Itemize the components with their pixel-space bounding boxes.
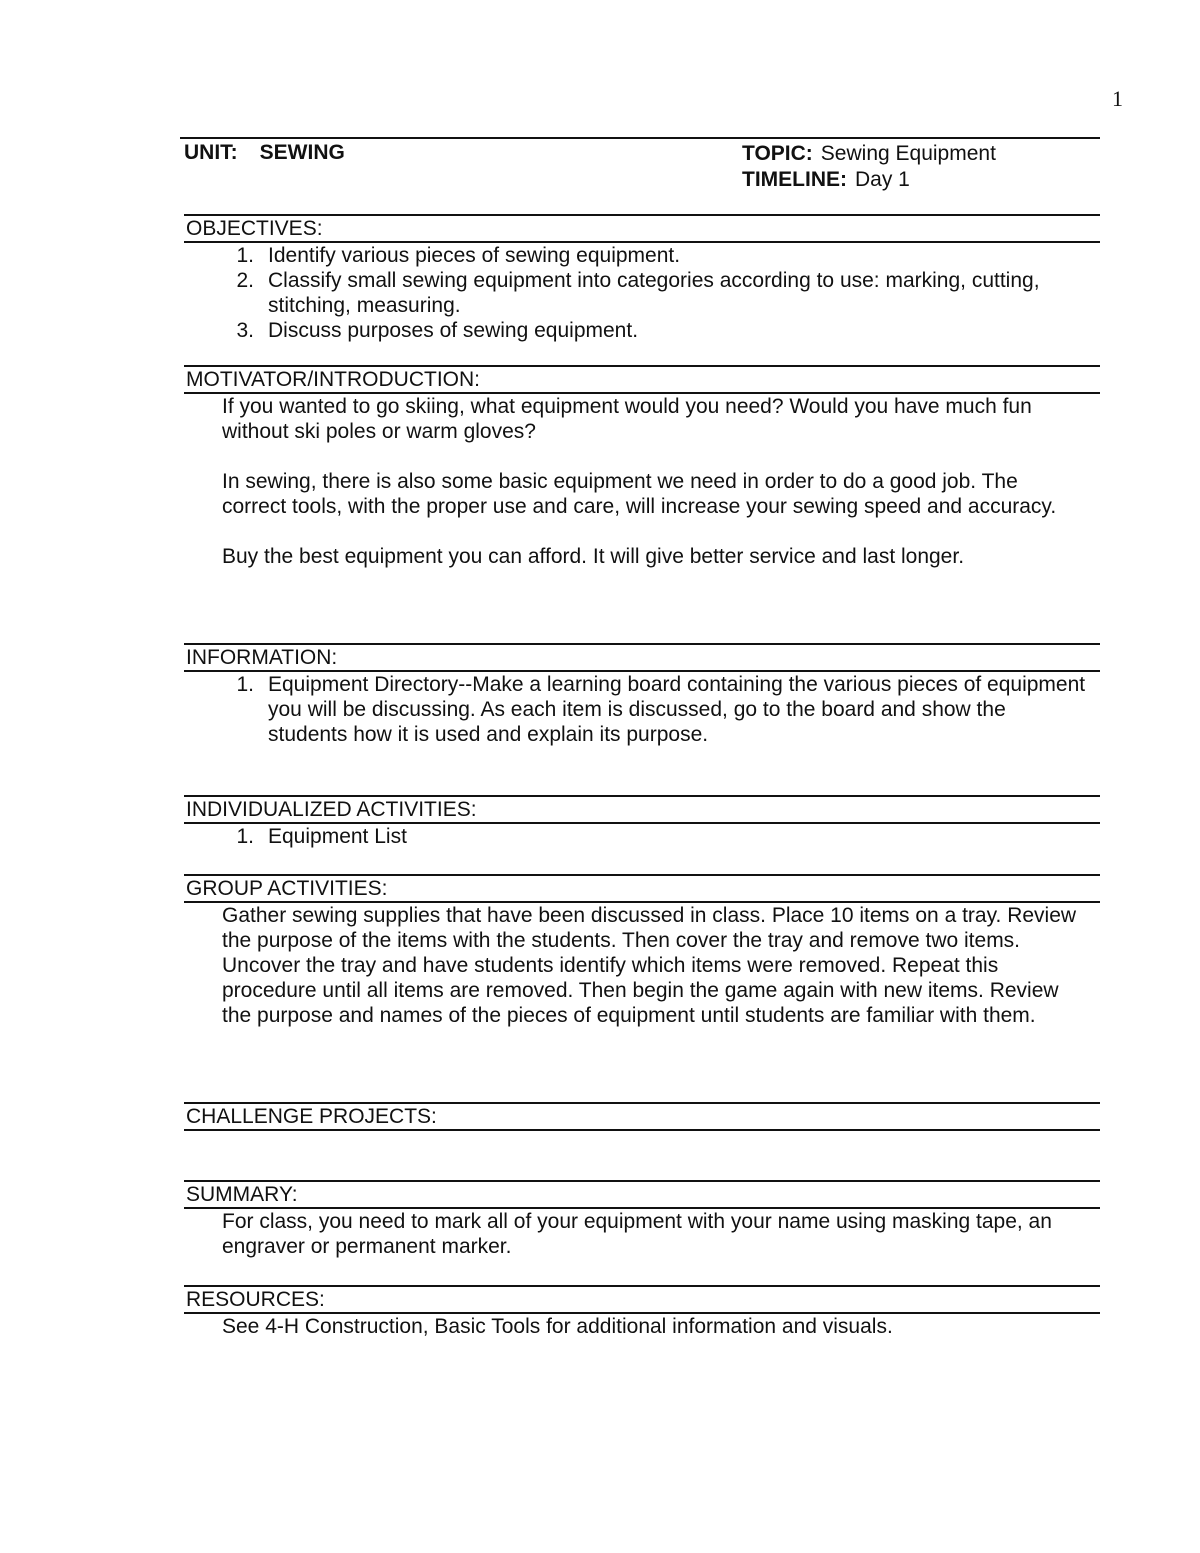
motivator-body — [184, 394, 1100, 569]
section-heading: SUMMARY: — [184, 1180, 1100, 1209]
objective-item — [184, 268, 1100, 318]
topic-label: TOPIC: — [742, 142, 813, 165]
unit-label: UNIT: — [184, 141, 238, 164]
information-section — [184, 643, 1100, 747]
item-text: Equipment Directory--Make a learning board containing the various pieces of equipment you will be discussing. As each item is discussed, go to the board and show the students how it is used and explain its purpose. — [268, 673, 1086, 746]
item-number: 2. — [236, 269, 254, 292]
resources-paragraph: See 4-H Construction, Basic Tools for additional information and visuals. — [222, 1315, 893, 1338]
topic-line — [742, 141, 996, 167]
timeline-line — [742, 167, 996, 193]
item-number: 1. — [236, 825, 254, 848]
information-list — [184, 672, 1100, 747]
section-heading: GROUP ACTIVITIES: — [184, 874, 1100, 903]
motivator-paragraph: If you wanted to go skiing, what equipment would you need? Would you have much fun without ski poles or warm gloves? — [222, 395, 1032, 443]
item-text: Discuss purposes of sewing equipment. — [268, 319, 639, 342]
section-heading: CHALLENGE PROJECTS: — [184, 1102, 1100, 1131]
section-heading: RESOURCES: — [184, 1285, 1100, 1314]
unit-value: SEWING — [259, 141, 345, 164]
lesson-header — [180, 137, 1100, 199]
topic-value: Sewing Equipment — [820, 142, 996, 165]
section-heading: OBJECTIVES: — [184, 214, 1100, 243]
summary-section — [184, 1180, 1100, 1259]
motivator-paragraph: In sewing, there is also some basic equipment we need in order to do a good job. The correct tools, with the proper use and care, will increase your sewing speed and accuracy. — [222, 470, 1057, 518]
individualized-list — [184, 824, 1100, 849]
item-text: Equipment List — [268, 825, 407, 848]
resources-section — [184, 1285, 1100, 1339]
group-body — [184, 903, 1100, 1028]
timeline-value: Day 1 — [855, 168, 910, 191]
objective-item — [184, 318, 1100, 343]
unit-line — [184, 141, 367, 165]
item-number: 3. — [236, 319, 254, 342]
summary-body — [184, 1209, 1100, 1259]
information-item — [184, 672, 1100, 747]
individualized-item — [184, 824, 1100, 849]
section-heading: INDIVIDUALIZED ACTIVITIES: — [184, 795, 1100, 824]
item-number: 1. — [236, 244, 254, 267]
section-heading: INFORMATION: — [184, 643, 1100, 672]
item-text: Classify small sewing equipment into categories according to use: marking, cutting, stitching, measuring. — [268, 269, 1040, 317]
page-number: 1 — [1112, 86, 1123, 111]
item-text: Identify various pieces of sewing equipment. — [268, 244, 681, 267]
topic-block — [742, 141, 996, 193]
resources-body — [184, 1314, 1100, 1339]
individualized-section — [184, 795, 1100, 849]
timeline-label: TIMELINE: — [742, 168, 847, 191]
section-heading: MOTIVATOR/INTRODUCTION: — [184, 365, 1100, 394]
objective-item — [184, 243, 1100, 268]
motivator-paragraph: Buy the best equipment you can afford. It will give better service and last longer. — [222, 545, 965, 568]
item-number: 1. — [236, 673, 254, 696]
summary-paragraph: For class, you need to mark all of your equipment with your name using masking tape, an engraver or permanent marker. — [222, 1210, 1052, 1258]
group-paragraph: Gather sewing supplies that have been discussed in class. Place 10 items on a tray. Review the purpose of the items with the students. Then cover the tray and remove two items. Uncover the tray and have students identify which items were removed. Repeat this procedure until all items are removed. Then begin the game again with new items. Review the purpose and names of the pieces of equipment until students are familiar with them. — [222, 904, 1077, 1027]
challenge-section — [184, 1102, 1100, 1131]
objectives-list — [184, 243, 1100, 343]
motivator-section — [184, 365, 1100, 569]
group-section — [184, 874, 1100, 1028]
objectives-section — [184, 214, 1100, 343]
